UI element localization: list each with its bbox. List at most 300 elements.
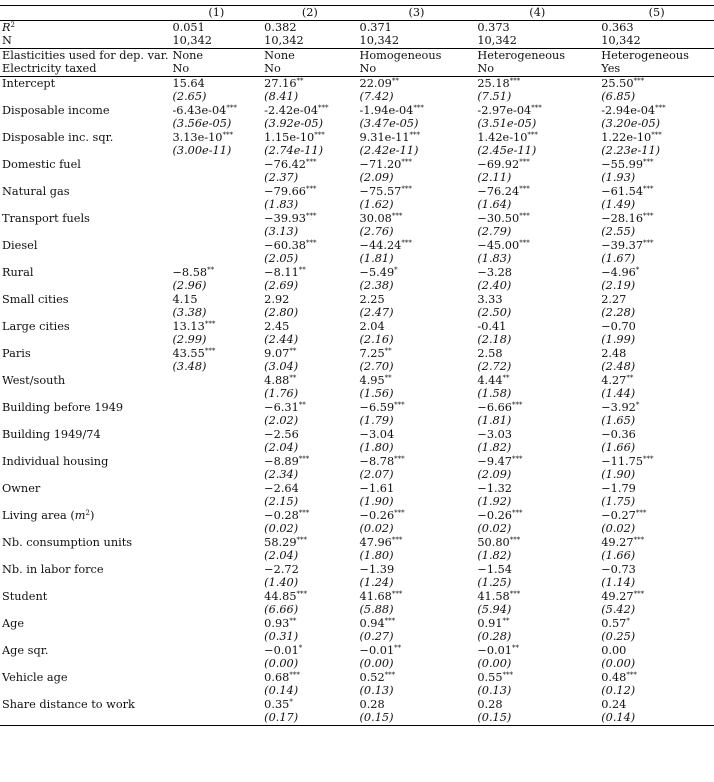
standard-error: (2.48) (601, 360, 636, 374)
row-label: Natural gas (2, 184, 70, 198)
coefficient: -2.42e-04*** (264, 103, 329, 117)
stats-row (0, 20, 714, 34)
row-label: Age (2, 616, 25, 630)
coefficient: 2.27 (601, 292, 627, 306)
row-label: N (2, 34, 12, 48)
coefficient: −3.04 (359, 427, 395, 441)
coefficient (170, 455, 262, 469)
coefficient: −0.28*** (264, 508, 310, 522)
row-label: Disposable income (2, 103, 110, 117)
standard-error: (2.37) (264, 171, 299, 185)
se-row (0, 360, 714, 374)
standard-error: (5.42) (601, 603, 636, 617)
coefficient (170, 374, 262, 388)
se-row (0, 711, 714, 725)
standard-error: (0.14) (599, 711, 714, 725)
coefficient: 9.07** (264, 346, 297, 360)
coefficient: 0.57* (601, 616, 630, 630)
coefficient (170, 239, 262, 253)
coefficient: −5.49* (359, 265, 398, 279)
coefficient: −30.50*** (477, 211, 530, 225)
se-label-cell (0, 495, 170, 509)
standard-error: (2.34) (264, 468, 299, 482)
coefficient (170, 158, 262, 172)
row-label: Electricity taxed (2, 62, 97, 76)
stat-value: 10,342 (601, 34, 641, 48)
standard-error: (2.19) (601, 279, 636, 293)
coef-row (0, 347, 714, 361)
stat-value: 0.371 (358, 20, 476, 34)
se-row (0, 522, 714, 536)
standard-error: (1.66) (601, 441, 636, 455)
standard-error: (2.65) (172, 90, 207, 104)
coefficient: −76.24*** (477, 184, 530, 198)
standard-error: (0.14) (264, 684, 299, 698)
standard-error: (3.04) (264, 360, 299, 374)
coefficient: 7.25** (359, 346, 392, 360)
standard-error (170, 198, 262, 212)
se-label-cell (0, 576, 170, 590)
row-label: $R^2$ (0, 20, 170, 34)
standard-error (170, 522, 262, 536)
coefficient: 2.48 (601, 346, 627, 360)
coefficient: 41.68*** (359, 589, 403, 603)
coefficient: −75.57*** (359, 184, 412, 198)
stat-value: No (264, 62, 281, 76)
se-label-cell (0, 171, 170, 185)
standard-error: (2.02) (264, 414, 299, 428)
row-label: Large cities (2, 319, 70, 333)
row-label: Intercept (0, 76, 170, 90)
coef-row (0, 239, 714, 253)
standard-error: (2.40) (477, 279, 512, 293)
standard-error: (8.41) (264, 90, 299, 104)
coefficient: 2.04 (359, 319, 385, 333)
standard-error (170, 468, 262, 482)
coefficient: −8.11** (264, 265, 306, 279)
standard-error: (0.15) (358, 711, 476, 725)
row-label: Owner (2, 481, 41, 495)
coefficient: 44.85*** (264, 589, 308, 603)
se-label-cell (0, 144, 170, 158)
coef-row (0, 131, 714, 145)
standard-error: (3.13) (264, 225, 299, 239)
coefficient: 0.48*** (601, 670, 637, 684)
coefficient: −0.01* (264, 643, 303, 657)
standard-error: (2.50) (477, 306, 512, 320)
coefficient: −39.37*** (601, 238, 654, 252)
coef-row (0, 482, 714, 496)
coefficient: −0.01** (359, 643, 402, 657)
se-label-cell (0, 279, 170, 293)
coefficient: -1.94e-04*** (359, 103, 424, 117)
coefficient: 0.91** (477, 616, 510, 630)
se-label-cell (0, 522, 170, 536)
coefficient: 1.22e-10*** (601, 130, 662, 144)
coefficient (170, 563, 262, 577)
standard-error: (7.51) (477, 90, 512, 104)
se-row (0, 684, 714, 698)
se-label-cell (0, 414, 170, 428)
standard-error: (0.02) (264, 522, 299, 536)
se-row (0, 576, 714, 590)
standard-error: (1.65) (601, 414, 636, 428)
standard-error: (2.45e-11) (477, 144, 537, 158)
coefficient: −9.47*** (477, 454, 523, 468)
se-row (0, 630, 714, 644)
row-label: Domestic fuel (2, 157, 81, 171)
standard-error: (2.16) (359, 333, 394, 347)
coefficient: −44.24*** (359, 238, 412, 252)
se-label-cell (0, 387, 170, 401)
row-label: Disposable inc. sqr. (2, 130, 114, 144)
standard-error: (2.99) (172, 333, 207, 347)
coefficient: 49.27*** (601, 589, 645, 603)
coef-row (0, 428, 714, 442)
coef-row (0, 455, 714, 469)
standard-error (170, 387, 262, 401)
coefficient: −55.99*** (601, 157, 654, 171)
coefficient: −0.36 (601, 427, 636, 441)
coef-row (0, 266, 714, 280)
row-label: Nb. in labor force (2, 562, 104, 576)
standard-error: (1.80) (359, 441, 394, 455)
column-header: (4) (475, 6, 599, 21)
standard-error: (0.12) (601, 684, 636, 698)
standard-error (170, 684, 262, 698)
se-row (0, 198, 714, 212)
stat-value: 0.363 (599, 20, 714, 34)
coefficient: 4.27** (601, 373, 634, 387)
coefficient: −39.93*** (264, 211, 317, 225)
se-row (0, 333, 714, 347)
se-label-cell (0, 360, 170, 374)
coefficient: −0.26*** (477, 508, 523, 522)
se-row (0, 468, 714, 482)
se-row (0, 657, 714, 671)
column-header-row (0, 6, 714, 21)
coefficient: −6.59*** (359, 400, 405, 414)
standard-error: (0.00) (477, 657, 512, 671)
standard-error: (1.81) (359, 252, 394, 266)
standard-error (170, 171, 262, 185)
coef-row (0, 185, 714, 199)
standard-error: (2.79) (477, 225, 512, 239)
coef-row (0, 374, 714, 388)
standard-error: (3.92e-05) (264, 117, 324, 131)
standard-error: (0.02) (477, 522, 512, 536)
coef-row (0, 536, 714, 550)
row-label: Transport fuels (2, 211, 90, 225)
standard-error: (1.79) (359, 414, 394, 428)
se-label-cell (0, 117, 170, 131)
coefficient: 4.88** (264, 373, 297, 387)
standard-error: (3.48) (172, 360, 207, 374)
stat-value: Homogeneous (358, 48, 476, 62)
stats-row (0, 34, 714, 48)
row-label: Paris (2, 346, 31, 360)
coefficient: 47.96*** (359, 535, 403, 549)
standard-error: (2.42e-11) (359, 144, 419, 158)
coefficient: 49.27*** (601, 535, 645, 549)
stat-value: None (262, 48, 357, 62)
coefficient: −1.61 (359, 481, 395, 495)
coefficient: −2.64 (264, 481, 299, 495)
standard-error: (2.09) (477, 468, 512, 482)
standard-error: (0.27) (359, 630, 394, 644)
standard-error: (2.80) (264, 306, 299, 320)
coefficient (170, 590, 262, 604)
coefficient: 25.50*** (599, 76, 714, 90)
coefficient: −11.75*** (601, 454, 654, 468)
coefficient (170, 428, 262, 442)
se-row (0, 414, 714, 428)
coefficient (170, 401, 262, 415)
standard-error (170, 252, 262, 266)
standard-error (170, 495, 262, 509)
coef-row (0, 401, 714, 415)
se-label-cell (0, 657, 170, 671)
standard-error: (2.07) (359, 468, 394, 482)
se-label-cell (0, 252, 170, 266)
coefficient: −79.66*** (264, 184, 317, 198)
coefficient: −8.89*** (264, 454, 310, 468)
se-label-cell (0, 333, 170, 347)
standard-error: (2.15) (264, 495, 299, 509)
coefficient: 0.28 (477, 697, 503, 711)
coefficient: −69.92*** (477, 157, 530, 171)
coefficient: −45.00*** (477, 238, 530, 252)
standard-error: (1.44) (601, 387, 636, 401)
coefficient: -6.43e-04*** (172, 103, 237, 117)
coefficient: 0.94*** (359, 616, 396, 630)
stat-value: No (359, 62, 377, 76)
se-label-cell (0, 90, 170, 104)
standard-error: (2.74e-11) (264, 144, 324, 158)
coefficient (170, 536, 262, 550)
standard-error: (0.13) (359, 684, 394, 698)
coefficient: 0.55*** (477, 670, 514, 684)
standard-error: (1.81) (477, 414, 512, 428)
standard-error: (1.67) (601, 252, 636, 266)
standard-error: (2.69) (264, 279, 299, 293)
coefficient: 0.35* (264, 697, 293, 711)
standard-error: (1.90) (601, 468, 636, 482)
coefficient: 0.28 (359, 697, 385, 711)
coefficient: 3.33 (477, 292, 503, 306)
coefficient: −3.28 (477, 265, 512, 279)
coefficient: -0.41 (477, 319, 507, 333)
standard-error: (1.14) (601, 576, 636, 590)
coef-row (0, 509, 714, 523)
row-label: Vehicle age (2, 670, 68, 684)
standard-error: (0.13) (477, 684, 512, 698)
standard-error (170, 441, 262, 455)
row-label: Share distance to work (2, 697, 135, 711)
coefficient: −6.66*** (477, 400, 523, 414)
row-label: Elasticities used for dep. var. (2, 48, 169, 62)
standard-error: (6.85) (601, 90, 636, 104)
coefficient: 0.52*** (359, 670, 396, 684)
stat-value: 0.382 (262, 20, 357, 34)
coefficient (170, 185, 262, 199)
coefficient: 9.31e-11*** (359, 130, 421, 144)
standard-error (170, 711, 262, 725)
standard-error: (3.51e-05) (477, 117, 537, 131)
coefficient: −6.31** (264, 400, 306, 414)
se-label-cell (0, 603, 170, 617)
standard-error: (1.64) (477, 198, 512, 212)
coefficient: −1.54 (477, 562, 512, 576)
coefficient: 4.15 (172, 292, 198, 306)
coefficient (170, 617, 262, 631)
coef-row (0, 590, 714, 604)
standard-error: (2.55) (601, 225, 636, 239)
column-header: (5) (599, 6, 714, 21)
standard-error (170, 414, 262, 428)
standard-error: (2.44) (264, 333, 299, 347)
standard-error: (7.42) (359, 90, 394, 104)
standard-error (170, 603, 262, 617)
se-label-cell (0, 198, 170, 212)
coefficient: −0.70 (601, 319, 636, 333)
standard-error (170, 225, 262, 239)
coefficient: 25.18*** (475, 76, 599, 90)
standard-error: (3.20e-05) (601, 117, 661, 131)
header-label-cell (0, 6, 170, 21)
coefficient: 2.92 (264, 292, 290, 306)
standard-error (170, 630, 262, 644)
standard-error: (0.15) (475, 711, 599, 725)
se-row (0, 495, 714, 509)
row-label: Individual housing (2, 454, 109, 468)
column-header: (2) (262, 6, 357, 21)
coef-row (0, 76, 714, 90)
standard-error: (1.25) (477, 576, 512, 590)
coefficient: 2.45 (264, 319, 290, 333)
stat-value: Heterogeneous (475, 48, 599, 62)
standard-error: (3.47e-05) (359, 117, 419, 131)
standard-error: (0.25) (601, 630, 636, 644)
coefficient: −0.01** (477, 643, 519, 657)
standard-error: (0.31) (264, 630, 299, 644)
coefficient: −4.96* (601, 265, 640, 279)
coefficient: −2.56 (264, 427, 299, 441)
coefficient: -2.94e-04*** (601, 103, 666, 117)
coefficient: −76.42*** (264, 157, 317, 171)
standard-error: (2.96) (172, 279, 207, 293)
coefficient (170, 644, 262, 658)
se-row (0, 144, 714, 158)
standard-error: (2.09) (359, 171, 394, 185)
coefficient: 50.80*** (477, 535, 521, 549)
standard-error: (1.66) (601, 549, 636, 563)
coef-row (0, 212, 714, 226)
coefficient: −2.72 (264, 562, 299, 576)
coefficient: 58.29*** (264, 535, 308, 549)
coef-row (0, 320, 714, 334)
coefficient: 41.58*** (477, 589, 521, 603)
coefficient: −0.27*** (601, 508, 647, 522)
stat-value: No (172, 62, 190, 76)
stat-value: Yes (601, 62, 621, 76)
row-label: Age sqr. (2, 643, 49, 657)
standard-error: (2.47) (359, 306, 394, 320)
standard-error: (1.76) (264, 387, 299, 401)
standard-error: (2.11) (477, 171, 512, 185)
coef-row (0, 158, 714, 172)
standard-error (170, 549, 262, 563)
stats-row (0, 48, 714, 62)
row-label: Diesel (2, 238, 38, 252)
standard-error: (2.38) (359, 279, 394, 293)
coefficient: −0.26*** (359, 508, 405, 522)
standard-error: (2.72) (477, 360, 512, 374)
standard-error: (5.88) (359, 603, 394, 617)
coefficient (170, 698, 262, 712)
se-row (0, 225, 714, 239)
se-label-cell (0, 225, 170, 239)
standard-error: (2.05) (264, 252, 299, 266)
standard-error: (1.80) (359, 549, 394, 563)
row-label: Student (2, 589, 48, 603)
coefficient: −71.20*** (359, 157, 412, 171)
se-row (0, 279, 714, 293)
se-row (0, 90, 714, 104)
standard-error: (0.28) (477, 630, 512, 644)
row-label: Building 1949/74 (2, 427, 101, 441)
standard-error: (3.38) (172, 306, 207, 320)
coefficient: 4.44** (477, 373, 510, 387)
stat-value: 0.373 (475, 20, 599, 34)
stat-value: 10,342 (172, 34, 212, 48)
coef-row (0, 104, 714, 118)
stat-value: 10,342 (359, 34, 400, 48)
standard-error: (2.23e-11) (601, 144, 661, 158)
se-label-cell (0, 468, 170, 482)
coefficient: 22.09** (358, 76, 476, 90)
standard-error: (0.17) (262, 711, 357, 725)
standard-error: (0.00) (264, 657, 299, 671)
coefficient: 0.00 (601, 643, 627, 657)
coef-row (0, 698, 714, 712)
coefficient: 1.42e-10*** (477, 130, 538, 144)
standard-error: (2.04) (264, 549, 299, 563)
coefficient: 13.13*** (172, 319, 216, 333)
coefficient: 3.13e-10*** (172, 130, 233, 144)
coefficient: -2.97e-04*** (477, 103, 542, 117)
row-label: West/south (2, 373, 66, 387)
coefficient: −61.54*** (601, 184, 654, 198)
coefficient (170, 212, 262, 226)
coefficient (170, 671, 262, 685)
se-label-cell (0, 711, 170, 725)
stat-value: Heterogeneous (599, 48, 714, 62)
standard-error (170, 657, 262, 671)
coefficient (170, 482, 262, 496)
coefficient: 1.15e-10*** (264, 130, 325, 144)
stat-value: 0.051 (170, 20, 262, 34)
coefficient: 30.08*** (359, 211, 403, 225)
coef-row (0, 617, 714, 631)
se-row (0, 171, 714, 185)
column-header: (3) (358, 6, 476, 21)
coefficient: 2.25 (359, 292, 385, 306)
coefficient: −28.16*** (601, 211, 654, 225)
se-row (0, 387, 714, 401)
se-label-cell (0, 441, 170, 455)
coefficient: −8.58** (172, 265, 215, 279)
